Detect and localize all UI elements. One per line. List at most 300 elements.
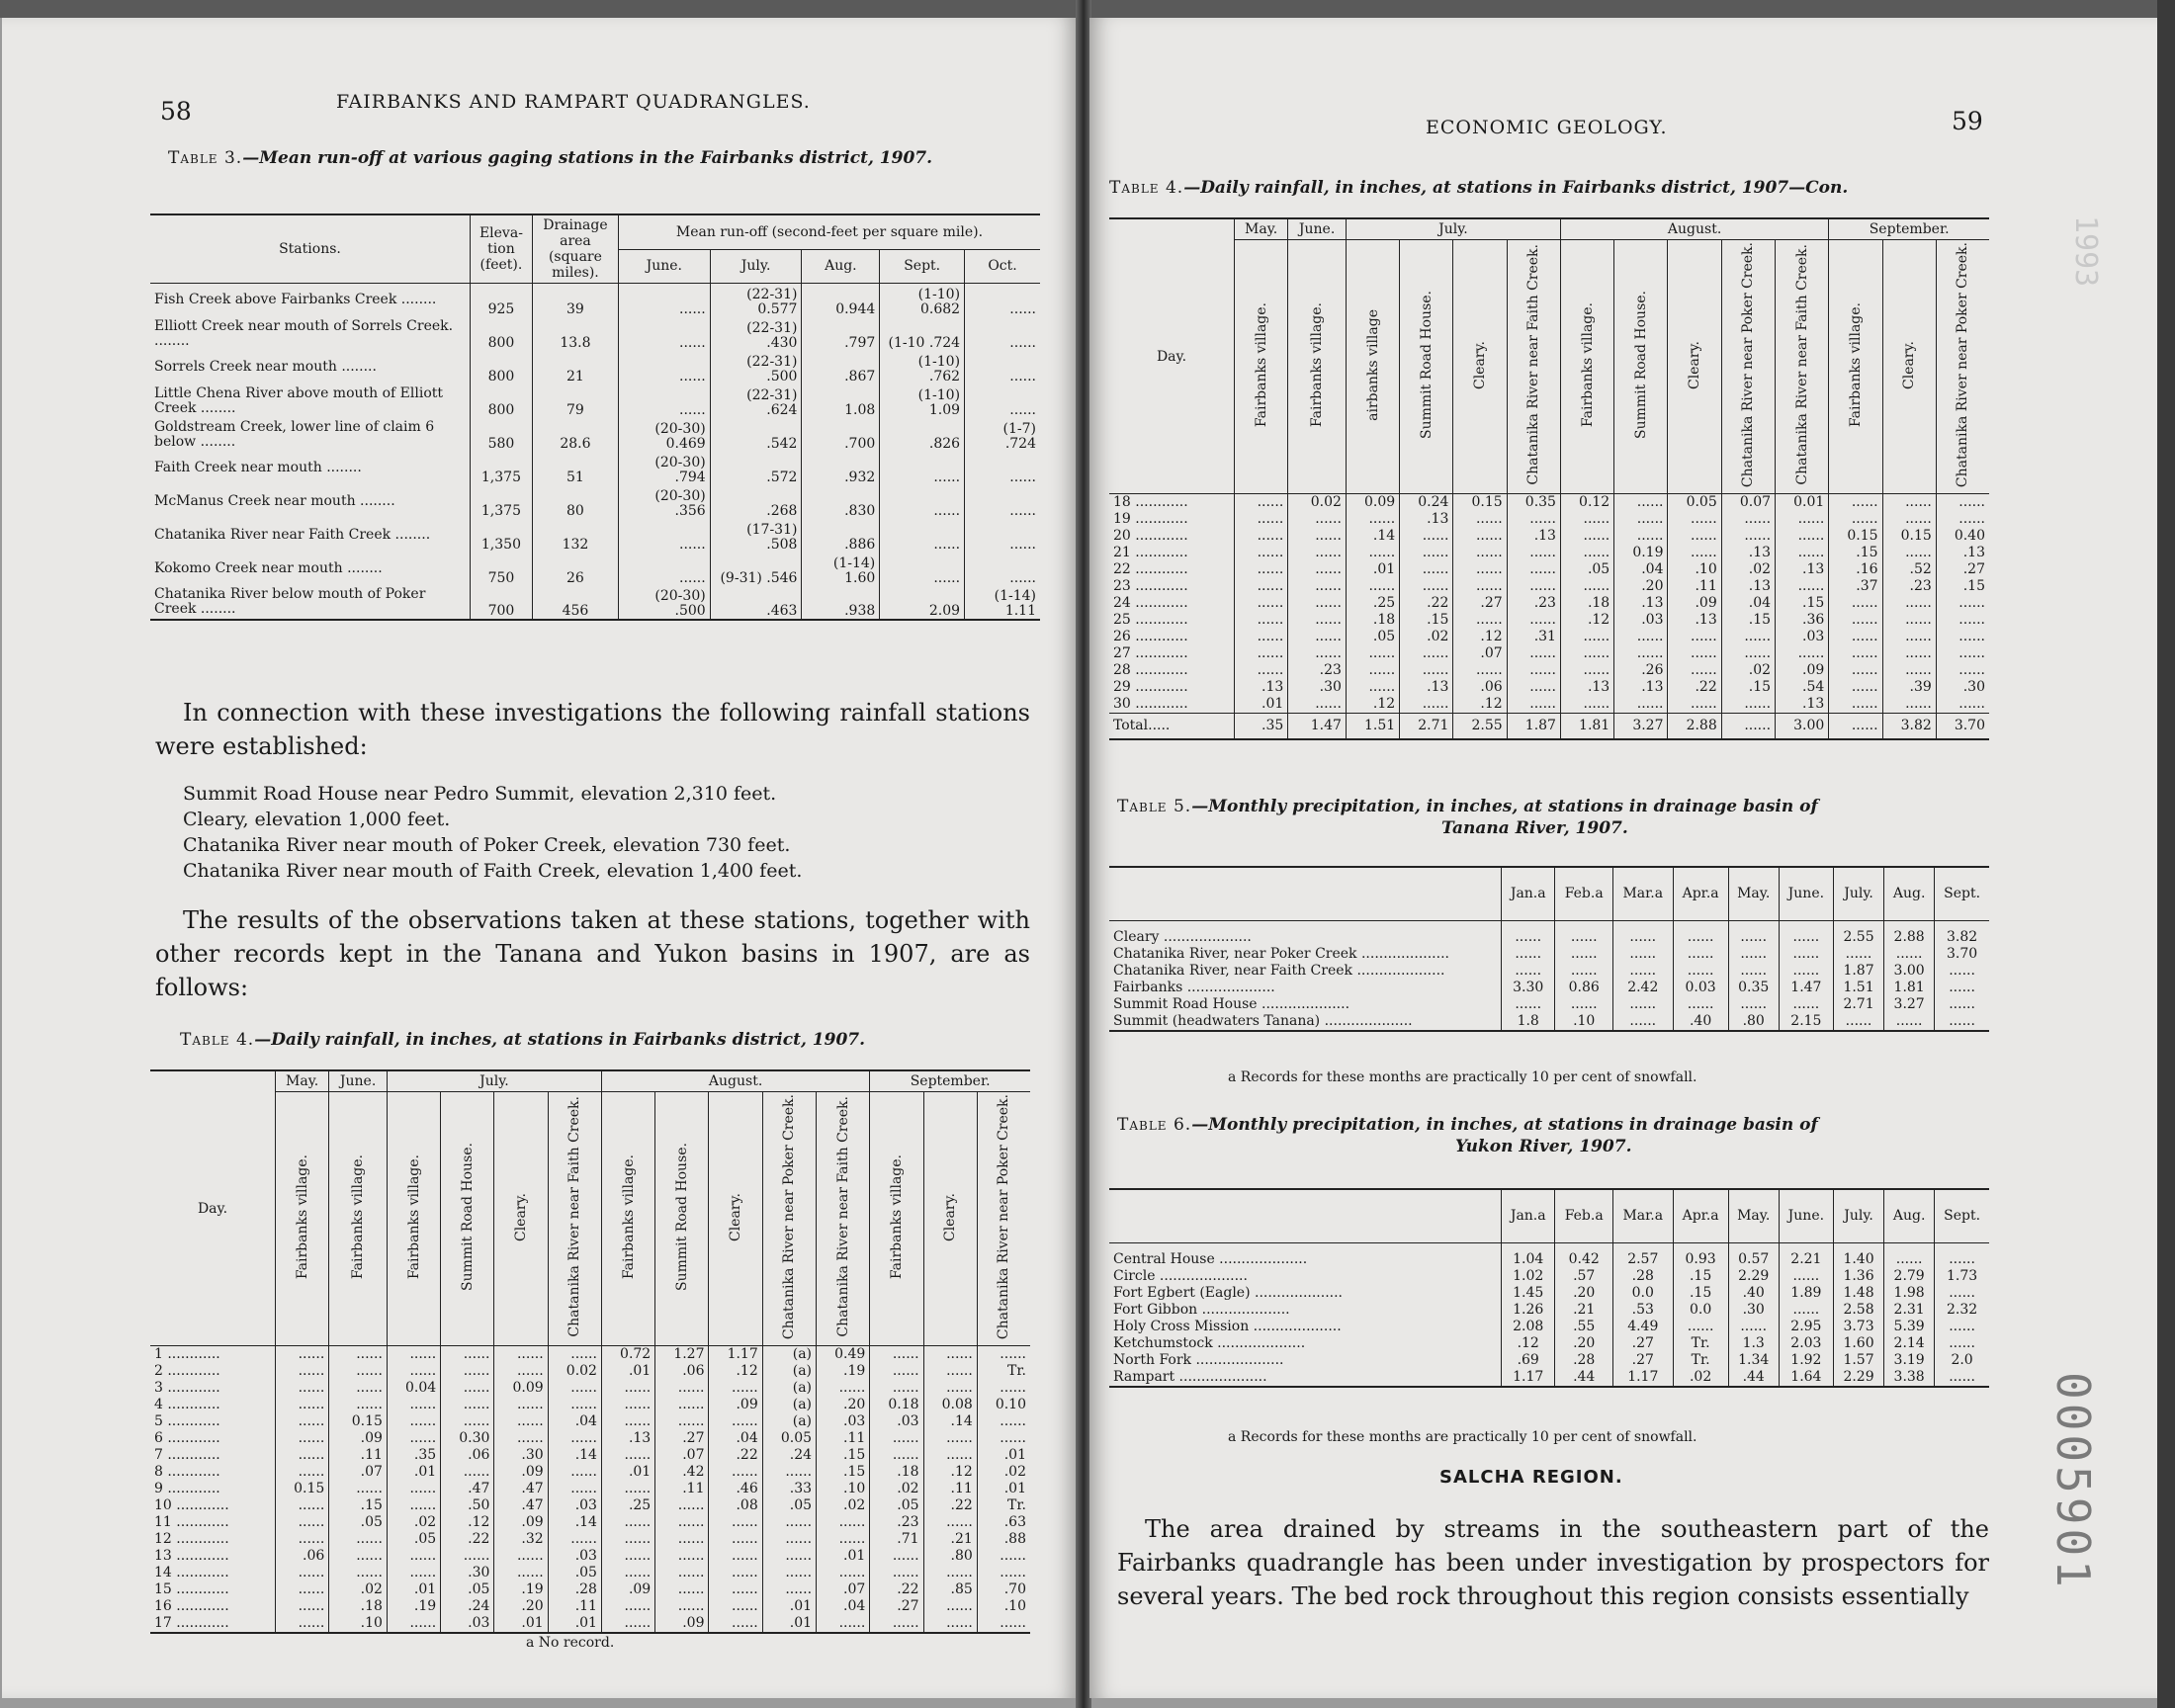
- column-header: [1614, 240, 1668, 494]
- precip-value: .20: [1555, 1335, 1613, 1352]
- stations-header: Stations.: [150, 214, 470, 284]
- table-row: [1109, 528, 1989, 545]
- table-row: [150, 418, 1040, 452]
- column-header: [923, 1092, 977, 1346]
- rainfall-value: .10: [329, 1615, 388, 1633]
- rainfall-value: ......: [1235, 612, 1288, 629]
- precip-value: .27: [1612, 1352, 1673, 1369]
- cell-sept: ......: [880, 519, 965, 553]
- rainfall-value: ......: [1668, 662, 1721, 679]
- day-number: 11 ............: [150, 1514, 276, 1531]
- rainfall-value: ......: [276, 1598, 329, 1615]
- precip-value: ......: [1884, 1242, 1935, 1268]
- rainfall-value: ......: [1614, 696, 1668, 714]
- rainfall-value: .11: [548, 1598, 601, 1615]
- rainfall-value: ......: [1560, 696, 1613, 714]
- precip-value: ......: [1673, 996, 1728, 1013]
- precip-value: .53: [1612, 1302, 1673, 1319]
- rainfall-value: ......: [548, 1397, 601, 1413]
- station-name: Faith Creek near mouth ........: [150, 452, 470, 485]
- rainfall-value: .18: [1560, 595, 1613, 612]
- rainfall-value: ......: [441, 1397, 494, 1413]
- rainfall-value: ......: [1776, 645, 1829, 662]
- rainfall-value: .12: [1346, 696, 1399, 714]
- rainfall-value: ......: [655, 1581, 709, 1598]
- rainfall-value: ......: [655, 1497, 709, 1514]
- rainfall-value: ......: [276, 1531, 329, 1548]
- station-name: Goldstream Creek, lower line of claim 6 below ........: [150, 418, 470, 452]
- rainfall-value: ......: [1721, 511, 1775, 528]
- rainfall-value: ......: [441, 1363, 494, 1380]
- precip-value: 1.87: [1833, 963, 1883, 980]
- total-value: 2.55: [1453, 714, 1507, 740]
- rainfall-value: .20: [817, 1397, 870, 1413]
- rainfall-value: (a): [762, 1413, 816, 1430]
- rainfall-value: .47: [441, 1481, 494, 1497]
- rainfall-value: ......: [1829, 696, 1882, 714]
- rainfall-value: ......: [601, 1447, 654, 1464]
- rainfall-value: ......: [1882, 545, 1936, 561]
- precip-value: 3.27: [1884, 996, 1935, 1013]
- rainfall-value: .19: [817, 1363, 870, 1380]
- rainfall-value: ......: [1507, 511, 1560, 528]
- precip-value: .28: [1555, 1352, 1613, 1369]
- rainfall-value: .02: [1721, 662, 1775, 679]
- rainfall-value: .07: [655, 1447, 709, 1464]
- rainfall-value: ......: [1507, 545, 1560, 561]
- table-row: [150, 1581, 1030, 1598]
- total-row: [1109, 714, 1989, 740]
- precip-value: 2.15: [1779, 1013, 1833, 1031]
- cell-area: 13.8: [532, 317, 618, 351]
- month-header: September.: [1829, 218, 1989, 240]
- rainfall-value: .63: [977, 1514, 1030, 1531]
- day-number: 16 ............: [150, 1598, 276, 1615]
- precip-value: .15: [1673, 1285, 1728, 1302]
- cell-elev: 1,375: [470, 452, 532, 485]
- rainfall-value: .09: [494, 1514, 548, 1531]
- rainfall-value: .01: [977, 1447, 1030, 1464]
- day-number: 10 ............: [150, 1497, 276, 1514]
- precip-value: ......: [1502, 996, 1555, 1013]
- rainfall-value: .13: [1400, 511, 1453, 528]
- precip-value: ......: [1779, 920, 1833, 946]
- station-name: Central House ....................: [1109, 1242, 1502, 1268]
- precip-value: 2.79: [1884, 1268, 1935, 1285]
- rainfall-value: ......: [1882, 595, 1936, 612]
- cell-oct: (1-14) 1.11: [965, 586, 1040, 620]
- rainfall-value: ......: [276, 1447, 329, 1464]
- rainfall-value: .30: [441, 1565, 494, 1581]
- rainfall-value: ......: [276, 1430, 329, 1447]
- yukon-precipitation-table: [1109, 1188, 1989, 1388]
- rainfall-value: .24: [762, 1447, 816, 1464]
- month-header: June.: [618, 249, 710, 283]
- rainfall-value: .42: [655, 1464, 709, 1481]
- rainfall-value: ......: [1400, 696, 1453, 714]
- rainfall-value: ......: [1400, 645, 1453, 662]
- column-header: [709, 1092, 762, 1346]
- station-name: Fort Gibbon ....................: [1109, 1302, 1502, 1319]
- rainfall-value: ......: [1453, 612, 1507, 629]
- rainfall-value: ......: [1882, 696, 1936, 714]
- month-header: Jan.a: [1502, 867, 1555, 920]
- rainfall-value: ......: [1346, 578, 1399, 595]
- rainfall-value: ......: [1668, 629, 1721, 645]
- column-header-label: Fairbanks village.: [888, 1153, 905, 1280]
- column-header: [276, 1092, 329, 1346]
- rainfall-value: 0.05: [1668, 494, 1721, 512]
- day-number: 28 ............: [1109, 662, 1235, 679]
- column-header-label: Cleary.: [513, 1192, 530, 1241]
- day-number: 24 ............: [1109, 595, 1235, 612]
- month-header: Oct.: [965, 249, 1040, 283]
- precip-value: 0.57: [1728, 1242, 1779, 1268]
- rainfall-value: 0.15: [329, 1413, 388, 1430]
- cell-sept: 2.09: [880, 586, 965, 620]
- rainfall-value: .18: [329, 1598, 388, 1615]
- month-header: September.: [870, 1070, 1030, 1092]
- rainfall-value: .15: [329, 1497, 388, 1514]
- rainfall-value: ......: [977, 1430, 1030, 1447]
- rainfall-value: .54: [1776, 679, 1829, 696]
- rainfall-value: .01: [762, 1615, 816, 1633]
- station-header: [1109, 867, 1502, 920]
- rainfall-value: 0.15: [276, 1481, 329, 1497]
- cell-aug: 0.944: [802, 284, 880, 317]
- cell-june: (20-30) 0.469: [618, 418, 710, 452]
- precip-value: 3.19: [1884, 1352, 1935, 1369]
- cell-area: 79: [532, 384, 618, 418]
- rainfall-value: .13: [1776, 696, 1829, 714]
- total-value: 2.71: [1400, 714, 1453, 740]
- rainfall-value: .10: [977, 1598, 1030, 1615]
- rainfall-value: ......: [870, 1363, 923, 1380]
- column-header: [441, 1092, 494, 1346]
- rainfall-value: 0.07: [1721, 494, 1775, 512]
- rainfall-value: ......: [709, 1581, 762, 1598]
- column-header-label: Summit Road House.: [1418, 291, 1435, 440]
- station-name: Rampart ....................: [1109, 1369, 1502, 1387]
- rainfall-value: .11: [655, 1481, 709, 1497]
- rainfall-value: .27: [1936, 561, 1989, 578]
- rainfall-value: .05: [1560, 561, 1613, 578]
- day-number: 5 ............: [150, 1413, 276, 1430]
- rainfall-value: .04: [709, 1430, 762, 1447]
- table-row: [1109, 1369, 1989, 1387]
- month-header: May.: [1728, 867, 1779, 920]
- rainfall-value: ......: [1614, 645, 1668, 662]
- precip-value: ......: [1673, 946, 1728, 963]
- table-row: [1109, 578, 1989, 595]
- rainfall-value: ......: [923, 1514, 977, 1531]
- rainfall-value: ......: [709, 1548, 762, 1565]
- rainfall-value: ......: [548, 1464, 601, 1481]
- month-header: Aug.: [1884, 1189, 1935, 1242]
- rainfall-value: .36: [1776, 612, 1829, 629]
- precip-value: ......: [1779, 996, 1833, 1013]
- table-row: [1109, 629, 1989, 645]
- rainfall-value: .15: [1721, 679, 1775, 696]
- rainfall-value: ......: [329, 1531, 388, 1548]
- rainfall-value: ......: [923, 1615, 977, 1633]
- rainfall-value: ......: [1453, 662, 1507, 679]
- cell-area: 26: [532, 553, 618, 586]
- table-row: [1109, 1242, 1989, 1268]
- rainfall-value: ......: [923, 1346, 977, 1364]
- column-header: [1829, 240, 1882, 494]
- rainfall-value: ......: [817, 1380, 870, 1397]
- rainfall-value: .09: [494, 1464, 548, 1481]
- day-number: 15 ............: [150, 1581, 276, 1598]
- precip-value: 2.0: [1935, 1352, 1989, 1369]
- column-header-label: Summit Road House.: [459, 1143, 476, 1292]
- precip-value: 1.36: [1833, 1268, 1883, 1285]
- rainfall-value: .11: [923, 1481, 977, 1497]
- elevation-header: Eleva- tion (feet).: [470, 214, 532, 284]
- day-number: 3 ............: [150, 1380, 276, 1397]
- rainfall-value: .80: [923, 1548, 977, 1565]
- rainfall-value: ......: [870, 1430, 923, 1447]
- cell-june: (20-30) .356: [618, 485, 710, 519]
- rainfall-value: ......: [441, 1380, 494, 1397]
- month-header: Aug.: [802, 249, 880, 283]
- rainfall-value: .18: [870, 1464, 923, 1481]
- rainfall-value: ......: [762, 1548, 816, 1565]
- precip-value: 1.81: [1884, 980, 1935, 996]
- column-header: [329, 1092, 388, 1346]
- rainfall-value: .09: [1668, 595, 1721, 612]
- cell-aug: .797: [802, 317, 880, 351]
- total-value: 3.00: [1776, 714, 1829, 740]
- rainfall-value: ......: [329, 1565, 388, 1581]
- rainfall-value: ......: [329, 1346, 388, 1364]
- table6-caption: Table 6.—Monthly precipitation, in inches, at stations in drainage basin of: [1117, 1115, 1818, 1135]
- rainfall-value: .37: [1829, 578, 1882, 595]
- month-header: June.: [1779, 1189, 1833, 1242]
- rainfall-value: .70: [977, 1581, 1030, 1598]
- rainfall-value: .05: [441, 1581, 494, 1598]
- rainfall-value: ......: [494, 1363, 548, 1380]
- rainfall-value: ......: [1936, 696, 1989, 714]
- column-header-label: Cleary.: [1472, 340, 1489, 389]
- precip-value: 1.3: [1728, 1335, 1779, 1352]
- rainfall-value: ......: [1453, 545, 1507, 561]
- precip-value: 1.34: [1728, 1352, 1779, 1369]
- rainfall-value: ......: [1936, 595, 1989, 612]
- cell-oct: ......: [965, 519, 1040, 553]
- day-number: 2 ............: [150, 1363, 276, 1380]
- total-value: .35: [1235, 714, 1288, 740]
- rainfall-value: ......: [276, 1514, 329, 1531]
- precip-value: 1.98: [1884, 1285, 1935, 1302]
- rainfall-value: .06: [441, 1447, 494, 1464]
- rainfall-value: ......: [655, 1380, 709, 1397]
- rainfall-value: 0.02: [548, 1363, 601, 1380]
- precip-value: ......: [1673, 1319, 1728, 1335]
- precip-value: .20: [1555, 1285, 1613, 1302]
- month-header: Apr.a: [1673, 1189, 1728, 1242]
- rainfall-value: ......: [1882, 612, 1936, 629]
- cell-elev: 750: [470, 553, 532, 586]
- day-number: 13 ............: [150, 1548, 276, 1565]
- precip-value: ......: [1673, 920, 1728, 946]
- paragraph-salcha: The area drained by streams in the southeastern part of the Fairbanks quadrangle has been under investigation by prospectors for several years. The bed rock throughout this region consists essentially: [1117, 1515, 1989, 1610]
- precip-value: 1.64: [1779, 1369, 1833, 1387]
- rainfall-value: ......: [1721, 696, 1775, 714]
- cell-aug: .867: [802, 351, 880, 384]
- precip-value: 5.39: [1884, 1319, 1935, 1335]
- precip-value: 0.03: [1673, 980, 1728, 996]
- rainfall-value: .71: [870, 1531, 923, 1548]
- rainfall-value: .27: [655, 1430, 709, 1447]
- precip-value: ......: [1612, 920, 1673, 946]
- precip-value: .69: [1502, 1352, 1555, 1369]
- table-row: [1109, 1268, 1989, 1285]
- rainfall-value: .05: [387, 1531, 440, 1548]
- table4-footnote: a No record.: [526, 1635, 615, 1651]
- cell-july: .572: [710, 452, 802, 485]
- rainfall-value: ......: [817, 1531, 870, 1548]
- precip-value: ......: [1612, 963, 1673, 980]
- table-row: [1109, 920, 1989, 946]
- rainfall-value: .22: [1400, 595, 1453, 612]
- rainfall-value: .24: [441, 1598, 494, 1615]
- station-header: [1109, 1189, 1502, 1242]
- rainfall-value: 0.09: [1346, 494, 1399, 512]
- day-number: 29 ............: [1109, 679, 1235, 696]
- table-row: [1109, 1352, 1989, 1369]
- rainfall-value: .30: [1936, 679, 1989, 696]
- rainfall-value: ......: [762, 1464, 816, 1481]
- rainfall-value: ......: [1235, 528, 1288, 545]
- precip-value: 2.29: [1728, 1268, 1779, 1285]
- cell-area: 51: [532, 452, 618, 485]
- column-header: [387, 1092, 440, 1346]
- table-row: [150, 553, 1040, 586]
- rainfall-value: .10: [1668, 561, 1721, 578]
- rainfall-value: ......: [1829, 494, 1882, 512]
- precip-value: 1.02: [1502, 1268, 1555, 1285]
- precip-value: Tr.: [1673, 1335, 1728, 1352]
- precip-value: ......: [1935, 996, 1989, 1013]
- rainfall-value: .39: [1882, 679, 1936, 696]
- station-list-item: Summit Road House near Pedro Summit, elevation 2,310 feet.: [183, 783, 777, 805]
- rainfall-value: ......: [601, 1397, 654, 1413]
- month-header: Sept.: [1935, 867, 1989, 920]
- rainfall-value: .15: [1936, 578, 1989, 595]
- rainfall-value: ......: [1668, 528, 1721, 545]
- section-heading: SALCHA REGION.: [1439, 1467, 1623, 1488]
- total-value: 1.51: [1346, 714, 1399, 740]
- column-header-label: Fairbanks village.: [294, 1153, 310, 1280]
- rainfall-value: .14: [1346, 528, 1399, 545]
- day-number: 6 ............: [150, 1430, 276, 1447]
- station-list-item: Chatanika River near mouth of Faith Creek, elevation 1,400 feet.: [183, 860, 803, 882]
- rainfall-value: ......: [655, 1413, 709, 1430]
- precip-value: .02: [1673, 1369, 1728, 1387]
- table-row: [150, 1413, 1030, 1430]
- rainfall-value: ......: [1453, 528, 1507, 545]
- table-row: [150, 1514, 1030, 1531]
- table-row: [1109, 1302, 1989, 1319]
- cell-area: 28.6: [532, 418, 618, 452]
- rainfall-value: ......: [1560, 662, 1613, 679]
- rainfall-value: 0.12: [1560, 494, 1613, 512]
- table-row: [150, 1598, 1030, 1615]
- cell-june: (20-30) .500: [618, 586, 710, 620]
- rainfall-value: ......: [977, 1380, 1030, 1397]
- precip-value: 0.42: [1555, 1242, 1613, 1268]
- rainfall-value: ......: [1235, 629, 1288, 645]
- table-row: [1109, 963, 1989, 980]
- rainfall-value: ......: [870, 1615, 923, 1633]
- rainfall-value: .23: [1288, 662, 1347, 679]
- column-header: [1668, 240, 1721, 494]
- precip-value: 0.93: [1673, 1242, 1728, 1268]
- rainfall-value: ......: [1288, 612, 1347, 629]
- archive-stamp: 0005901: [2046, 1372, 2100, 1591]
- rainfall-value: ......: [1507, 696, 1560, 714]
- rainfall-value: .12: [1453, 629, 1507, 645]
- precip-value: ......: [1935, 980, 1989, 996]
- table-row: [1109, 1335, 1989, 1352]
- rainfall-value: ......: [1560, 578, 1613, 595]
- column-header: [548, 1092, 601, 1346]
- precip-value: 2.29: [1833, 1369, 1883, 1387]
- rainfall-value: 0.24: [1400, 494, 1453, 512]
- rainfall-value: ......: [601, 1598, 654, 1615]
- total-value: 3.27: [1614, 714, 1668, 740]
- rainfall-value: .50: [441, 1497, 494, 1514]
- rainfall-value: ......: [1721, 645, 1775, 662]
- rainfall-value: .04: [817, 1598, 870, 1615]
- station-name: Elliott Creek near mouth of Sorrels Creek. ........: [150, 317, 470, 351]
- rainfall-value: .06: [1453, 679, 1507, 696]
- rainfall-value: ......: [977, 1615, 1030, 1633]
- rainfall-value: ......: [709, 1464, 762, 1481]
- total-value: 3.82: [1882, 714, 1936, 740]
- table-row: [1109, 662, 1989, 679]
- precip-value: .10: [1555, 1013, 1613, 1031]
- table-row: [150, 1380, 1030, 1397]
- rainfall-value: ......: [655, 1565, 709, 1581]
- rainfall-value: ......: [387, 1565, 440, 1581]
- column-header: [1882, 240, 1936, 494]
- precip-value: ......: [1673, 963, 1728, 980]
- station-name: Chatanika River below mouth of Poker Creek ........: [150, 586, 470, 620]
- column-header-label: Fairbanks village.: [1253, 301, 1269, 428]
- rainfall-value: ......: [1288, 545, 1347, 561]
- table-row: [150, 1346, 1030, 1364]
- rainfall-value: ......: [441, 1464, 494, 1481]
- rainfall-value: ......: [387, 1548, 440, 1565]
- day-number: 1 ............: [150, 1346, 276, 1364]
- precip-value: 2.42: [1612, 980, 1673, 996]
- table-row: [150, 351, 1040, 384]
- rainfall-value: ......: [1453, 561, 1507, 578]
- precip-value: 1.92: [1779, 1352, 1833, 1369]
- day-header: Day.: [1109, 218, 1235, 494]
- rainfall-value: ......: [1346, 511, 1399, 528]
- rainfall-value: .30: [1288, 679, 1347, 696]
- rainfall-value: .02: [977, 1464, 1030, 1481]
- column-header-label: Fairbanks village.: [620, 1153, 637, 1280]
- rainfall-value: ......: [1721, 528, 1775, 545]
- column-header: [1936, 240, 1989, 494]
- rainfall-value: .03: [548, 1548, 601, 1565]
- rainfall-value: ......: [1288, 629, 1347, 645]
